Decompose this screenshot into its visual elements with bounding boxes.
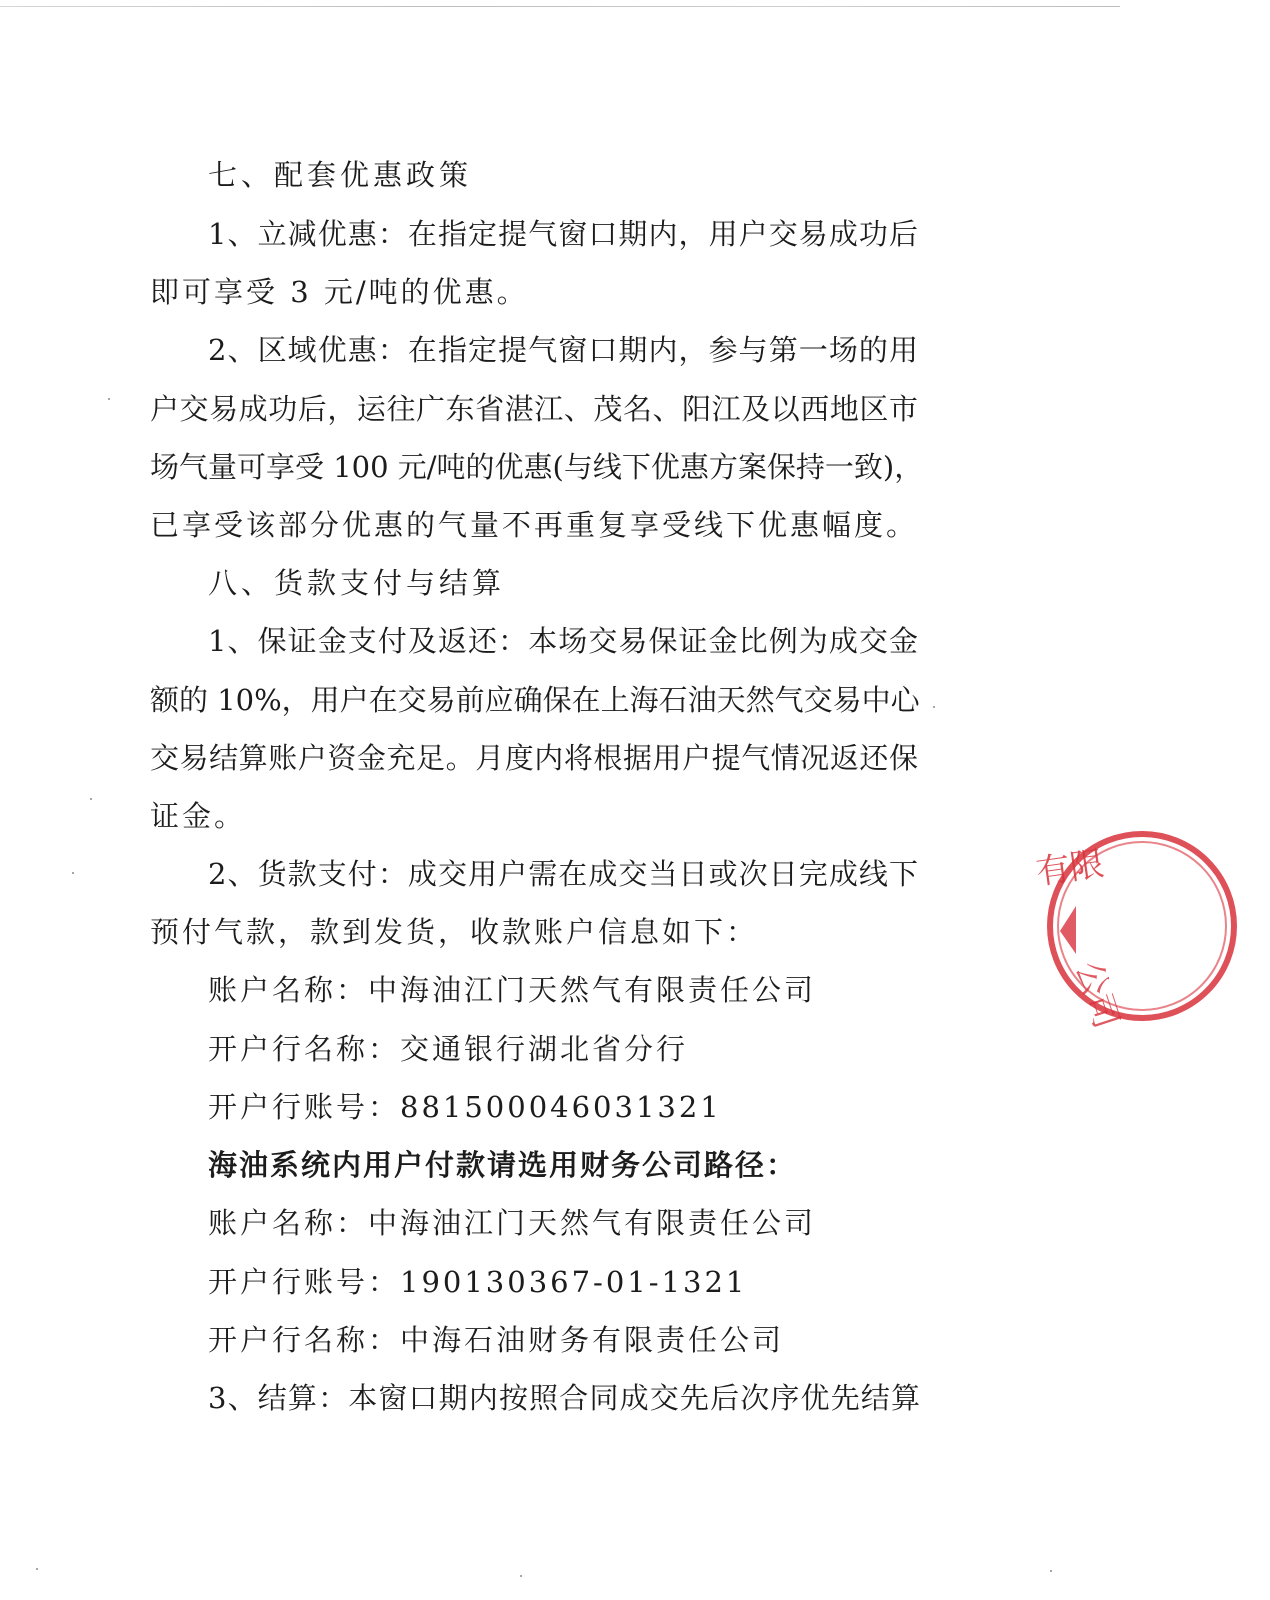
section-8-item-2-line-2: 预付气款，款到发货，收款账户信息如下：	[150, 915, 759, 949]
section-7-item-2-line-2: 户交易成功后，运往广东省湛江、茂名、阳江及以西地区市	[150, 392, 918, 426]
section-8-item-1-line-4: 证金。	[150, 799, 247, 833]
section-8-heading: 八、货款支付与结算	[208, 566, 506, 600]
account-1-number: 开户行账号：881500046031321	[208, 1090, 722, 1124]
section-7-item-2-line-1: 2、区域优惠：在指定提气窗口期内，参与第一场的用	[208, 333, 918, 367]
section-7-heading: 七、配套优惠政策	[208, 158, 473, 192]
scan-speck	[90, 798, 92, 800]
account-2-name: 账户名称：中海油江门天然气有限责任公司	[208, 1206, 817, 1240]
section-7-item-1-line-2: 即可享受 3 元/吨的优惠。	[150, 275, 529, 309]
seal-star-fragment	[1060, 906, 1076, 954]
scan-speck	[72, 872, 74, 874]
scan-speck	[1050, 1570, 1052, 1572]
section-7-item-2-line-3: 场气量可享受 100 元/吨的优惠(与线下优惠方案保持一致)，	[150, 450, 924, 484]
scan-speck	[520, 1575, 522, 1577]
scan-edge-line	[0, 6, 1120, 7]
scan-speck	[36, 1568, 38, 1570]
account-2-bank: 开户行名称：中海石油财务有限责任公司	[208, 1323, 785, 1357]
section-8-item-3-line-1: 3、结算：本窗口期内按照合同成交先后次序优先结算	[208, 1381, 920, 1415]
section-8-item-1-line-1: 1、保证金支付及返还：本场交易保证金比例为成交金	[208, 624, 918, 658]
seal-text-fragment: 有限	[1033, 843, 1107, 893]
seal-text-fragment-2: 公司	[1067, 956, 1127, 1034]
account-1-name: 账户名称：中海油江门天然气有限责任公司	[208, 973, 817, 1007]
scan-speck	[108, 398, 110, 400]
section-8-item-1-line-2: 额的 10%，用户在交易前应确保在上海石油天然气交易中心	[150, 683, 920, 717]
company-seal-stamp	[1030, 826, 1270, 1046]
section-7-item-1-line-1: 1、立减优惠：在指定提气窗口期内，用户交易成功后	[208, 217, 918, 251]
section-7-item-2-line-4: 已享受该部分优惠的气量不再重复享受线下优惠幅度。	[150, 508, 919, 542]
account-2-number: 开户行账号：190130367-01-1321	[208, 1265, 748, 1299]
scan-speck	[933, 706, 935, 708]
section-8-item-2-line-1: 2、货款支付：成交用户需在成交当日或次日完成线下	[208, 857, 918, 891]
internal-users-note: 海油系统内用户付款请选用财务公司路径：	[208, 1148, 798, 1182]
account-1-bank: 开户行名称：交通银行湖北省分行	[208, 1032, 689, 1066]
section-8-item-1-line-3: 交易结算账户资金充足。月度内将根据用户提气情况返还保	[150, 741, 918, 775]
